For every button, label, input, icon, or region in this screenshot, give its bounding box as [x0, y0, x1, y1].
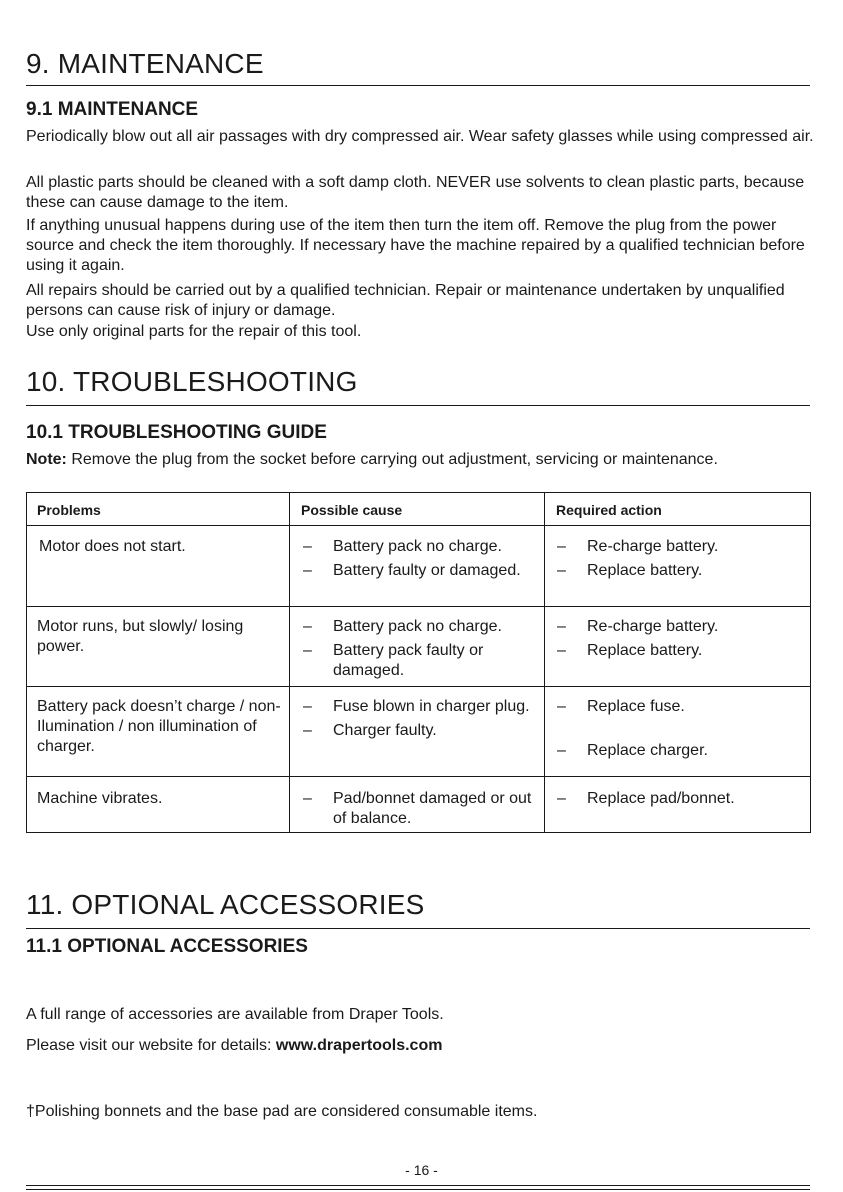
- accessories-text: A full range of accessories are available from Draper Tools.: [26, 1006, 444, 1023]
- list-item: – Re-charge battery.: [557, 618, 719, 635]
- list-item: – Charger faulty.: [303, 722, 437, 739]
- table-header-divider: [27, 525, 810, 526]
- maintenance-paragraph: Periodically blow out all air passages with dry compressed air. Wear safety glasses while using compressed air.: [26, 128, 814, 145]
- list-item: – Battery pack no charge.: [303, 618, 502, 635]
- list-item: – Battery pack faulty or damaged.: [303, 642, 484, 679]
- note-text: Remove the plug from the socket before carrying out adjustment, servicing or maintenance.: [66, 451, 718, 468]
- table-row-divider: [27, 686, 810, 687]
- maintenance-paragraph: Use only original parts for the repair of this tool.: [26, 323, 362, 340]
- heading-rule: [26, 928, 810, 929]
- table-row-divider: [27, 776, 810, 777]
- troubleshooting-note: [26, 450, 816, 470]
- table-cell-actions: [557, 789, 807, 813]
- subheading-maintenance: 9.1 MAINTENANCE: [26, 99, 199, 120]
- list-item: – Replace fuse.: [557, 698, 685, 715]
- table-header-problems: Problems: [37, 502, 101, 518]
- table-cell-causes: [303, 537, 535, 585]
- table-cell-problem: Motor does not start.: [39, 538, 186, 555]
- table-cell-causes: [303, 789, 535, 833]
- section-heading-maintenance: 9. MAINTENANCE: [26, 48, 264, 79]
- table-cell-problem: Battery pack doesn’t charge / non-Ilumination / non illumination of charger.: [37, 698, 281, 755]
- table-cell-problem: Machine vibrates.: [37, 790, 163, 807]
- list-item: – Battery faulty or damaged.: [303, 562, 521, 579]
- subheading-troubleshooting: 10.1 TROUBLESHOOTING GUIDE: [26, 422, 327, 443]
- list-item: – Replace battery.: [557, 642, 703, 659]
- troubleshooting-table: [26, 492, 811, 833]
- maintenance-paragraph: All repairs should be carried out by a qualified technician. Repair or maintenance undertaken by unqualified persons can cause risk of injury or damage.: [26, 282, 785, 319]
- table-header-cause: Possible cause: [301, 502, 403, 518]
- maintenance-paragraph: If anything unusual happens during use of the item then turn the item off. Remove the plug from the power source and check the item thoroughly. If necessary have the machine repaired by a qualified technician before using it again.: [26, 217, 805, 274]
- table-cell-causes: [303, 697, 535, 745]
- footnote: †Polishing bonnets and the base pad are considered consumable items.: [26, 1103, 538, 1120]
- table-column-divider: [544, 493, 545, 832]
- footer-rule: [26, 1185, 810, 1186]
- table-cell-actions: [557, 537, 807, 585]
- heading-rule: [26, 405, 810, 406]
- list-item: – Replace pad/bonnet.: [557, 790, 735, 807]
- list-item: – Replace battery.: [557, 562, 703, 579]
- section-heading-accessories: 11. OPTIONAL ACCESSORIES: [26, 889, 425, 920]
- page-number: - 16 -: [405, 1162, 438, 1178]
- list-item: – Pad/bonnet damaged or out of balance.: [303, 790, 532, 827]
- list-item: – Fuse blown in charger plug.: [303, 698, 530, 715]
- table-cell-actions: [557, 697, 807, 765]
- table-cell-causes: [303, 617, 535, 685]
- accessories-website-line: Please visit our website for details: www.drapertools.com: [26, 1037, 443, 1054]
- section-heading-troubleshooting: 10. TROUBLESHOOTING: [26, 366, 358, 397]
- table-cell-actions: [557, 617, 807, 665]
- table-header-action: Required action: [556, 502, 662, 518]
- list-item: – Replace charger.: [557, 742, 708, 759]
- subheading-accessories: 11.1 OPTIONAL ACCESSORIES: [26, 936, 308, 957]
- list-item: – Battery pack no charge.: [303, 538, 502, 555]
- list-item: – Re-charge battery.: [557, 538, 719, 555]
- website-link[interactable]: www.drapertools.com: [275, 1037, 443, 1054]
- footer-rule: [26, 1189, 810, 1190]
- table-column-divider: [289, 493, 290, 832]
- maintenance-paragraph: All plastic parts should be cleaned with a soft damp cloth. NEVER use solvents to clean plastic parts, because these can cause damage to the item.: [26, 174, 805, 211]
- heading-rule: [26, 85, 810, 86]
- table-cell-problem: Motor runs, but slowly/ losing power.: [37, 618, 244, 655]
- note-label: Note:: [26, 451, 67, 468]
- table-row-divider: [27, 606, 810, 607]
